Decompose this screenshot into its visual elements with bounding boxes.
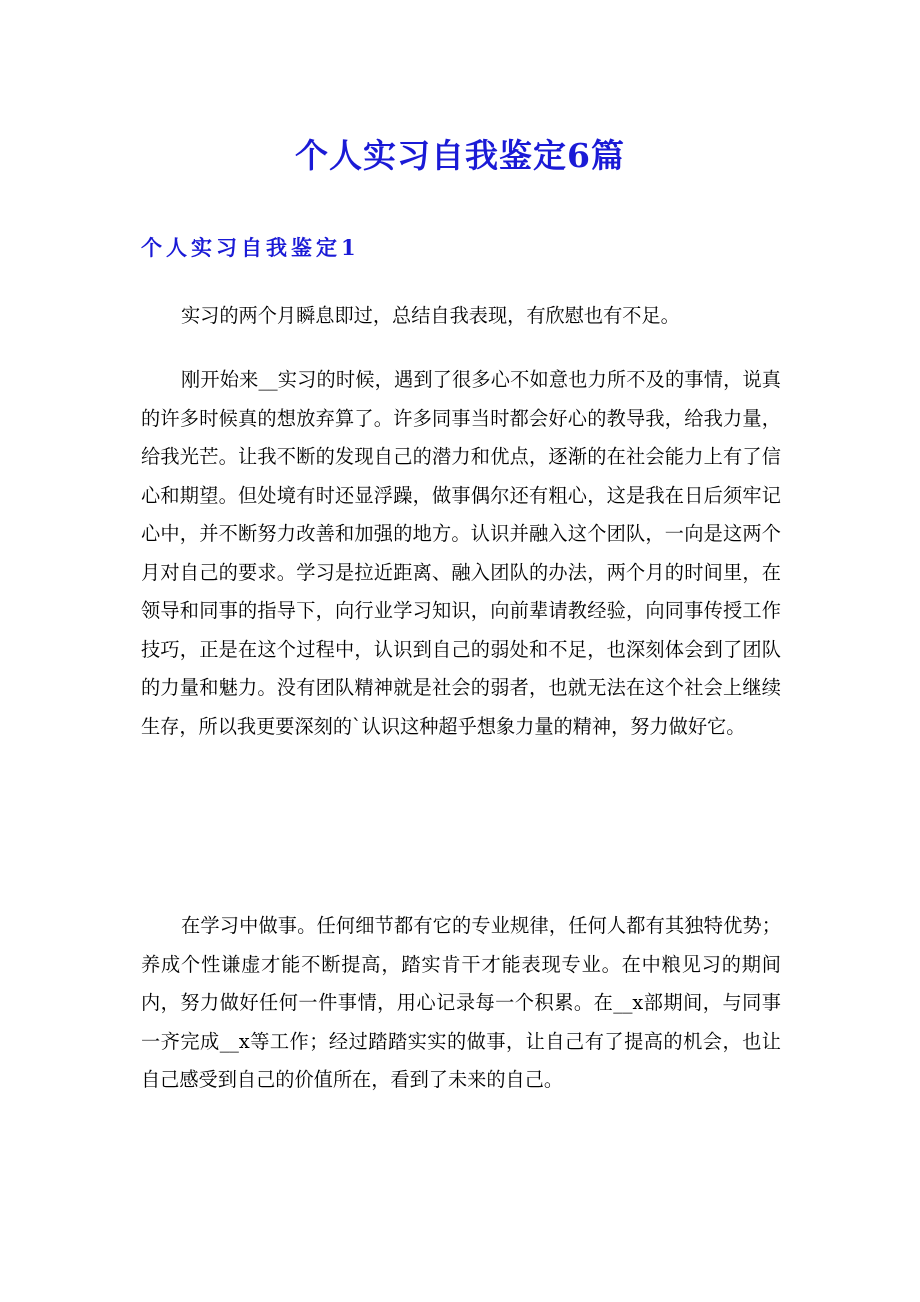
body-paragraph: 刚开始来__实习的时候，遇到了很多心不如意也力所不及的事情，说真的许多时候真的想放弃算了。许多同事当时都会好心的教导我，给我力量，给我光芒。让我不断的发现自己的潜力和优点，逐渐的在社会能力上有了信心和期望。但处境有时还显浮躁，做事偶尔还有粗心，这是我在日后须牢记心中，并不断努力改善和加强的地方。认识并融入这个团队，一向是这两个月对自己的要求。学习是拉近距离、融入团队的办法，两个月的时间里，在领导和同事的指导下，向行业学习知识，向前辈请教经验，向同事传授工作技巧，正是在这个过程中，认识到自己的弱处和不足，也深刻体会到了团队的力量和魅力。没有团队精神就是社会的弱者，也就无法在这个社会上继续生存，所以我更要深刻的`认识这种超乎想象力量的精神，努力做好它。 bbox=[141, 368, 781, 738]
body-paragraph: 实习的两个月瞬息即过，总结自我表现，有欣慰也有不足。 bbox=[181, 304, 680, 327]
section-heading: 个人实习自我鉴定1 bbox=[141, 235, 360, 260]
document-title: 个人实习自我鉴定6篇 bbox=[295, 136, 625, 175]
body-paragraph: 在学习中做事。任何细节都有它的专业规律，任何人都有其独特优势；养成个性谦虚才能不断提高，踏实肯干才能表现专业。在中粮见习的期间内，努力做好任何一件事情，用心记录每一个积累。在__x部期间，与同事一齐完成__x等工作；经过踏踏实实的做事，让自己有了提高的机会，也让自己感受到自己的价值所在，看到了未来的自己。 bbox=[141, 914, 781, 1091]
